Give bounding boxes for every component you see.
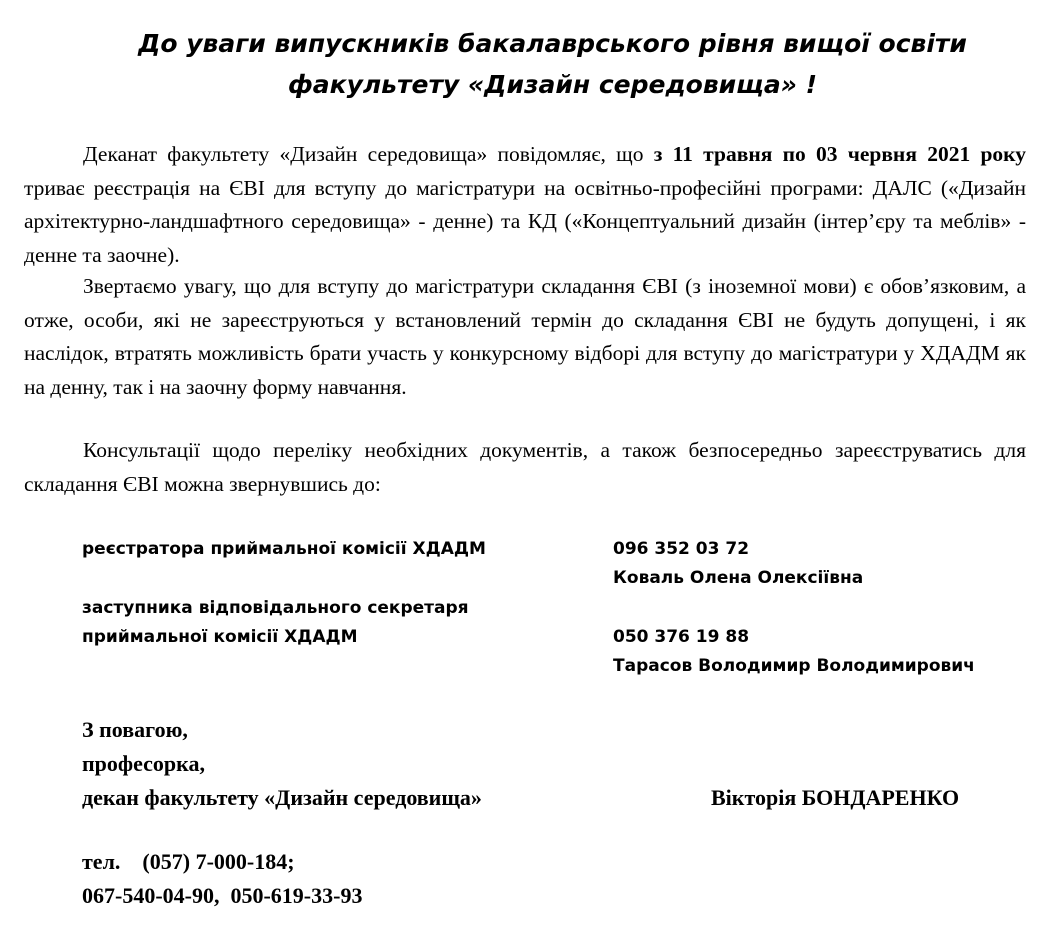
contact-1-name: Коваль Олена Олексіївна — [613, 568, 864, 588]
paragraph-registration-rest: триває реєстрація на ЄВІ для вступу до магістратури на освітньо-професійні програми: ДАЛС («Дизайн архітектурно-ландшафтного середовища» - денне) та КД («Концептуальний дизайн (інтер’єру та меблів» - денне та заочне). — [24, 175, 1026, 267]
contact-2-phone: 050 376 19 88 — [613, 627, 750, 647]
signature-name: Вікторія БОНДАРЕНКО — [711, 785, 960, 810]
paragraph-registration — [24, 138, 1026, 272]
contact-1-phone: 096 352 03 72 — [613, 539, 750, 559]
document-title-line-1: До уваги випускників бакалаврського рівня вищої освіти — [138, 29, 967, 58]
contact-2-role-line-1: заступника відповідального секретаря — [82, 598, 469, 618]
signature-position-2: декан факультету «Дизайн середовища» — [82, 785, 482, 810]
paragraph-consultation — [24, 434, 1026, 501]
registration-dates: з 11 травня по 03 червня 2021 року — [653, 142, 1026, 166]
contact-1-role: реєстратора приймальної комісії ХДАДМ — [82, 539, 486, 559]
paragraph-notice-text: Звертаємо увагу, що для вступу до магістратури складання ЄВІ (з іноземної мови) є обов’язковим, а отже, особи, які не зареєструються у встановлений термін до складання ЄВІ не будуть допущені, і як наслідок, втратять можливість брати участь у конкурсному відборі для вступу до магістратури у ХДАДМ як на денну, так і на заочну форму навчання. — [24, 274, 1026, 399]
signature-position-1: професорка, — [82, 751, 206, 776]
phone-line-2: 067-540-04-90, 050-619-33-93 — [82, 883, 363, 908]
phone-line-1: тел. (057) 7-000-184; — [82, 849, 295, 874]
contact-2-name: Тарасов Володимир Володимирович — [613, 656, 975, 676]
paragraph-consultation-text: Консультації щодо переліку необхідних документів, а також безпосередньо зареєструватись для складання ЄВІ можна звернувшись до: — [24, 438, 1026, 496]
paragraph-registration-intro: Деканат факультету «Дизайн середовища» повідомляє, що — [83, 142, 654, 166]
document-title-line-2: факультету «Дизайн середовища» ! — [287, 70, 818, 99]
paragraph-notice — [24, 270, 1026, 404]
signature-greeting: З повагою, — [82, 717, 188, 742]
contact-2-role-line-2: приймальної комісії ХДАДМ — [82, 627, 358, 647]
